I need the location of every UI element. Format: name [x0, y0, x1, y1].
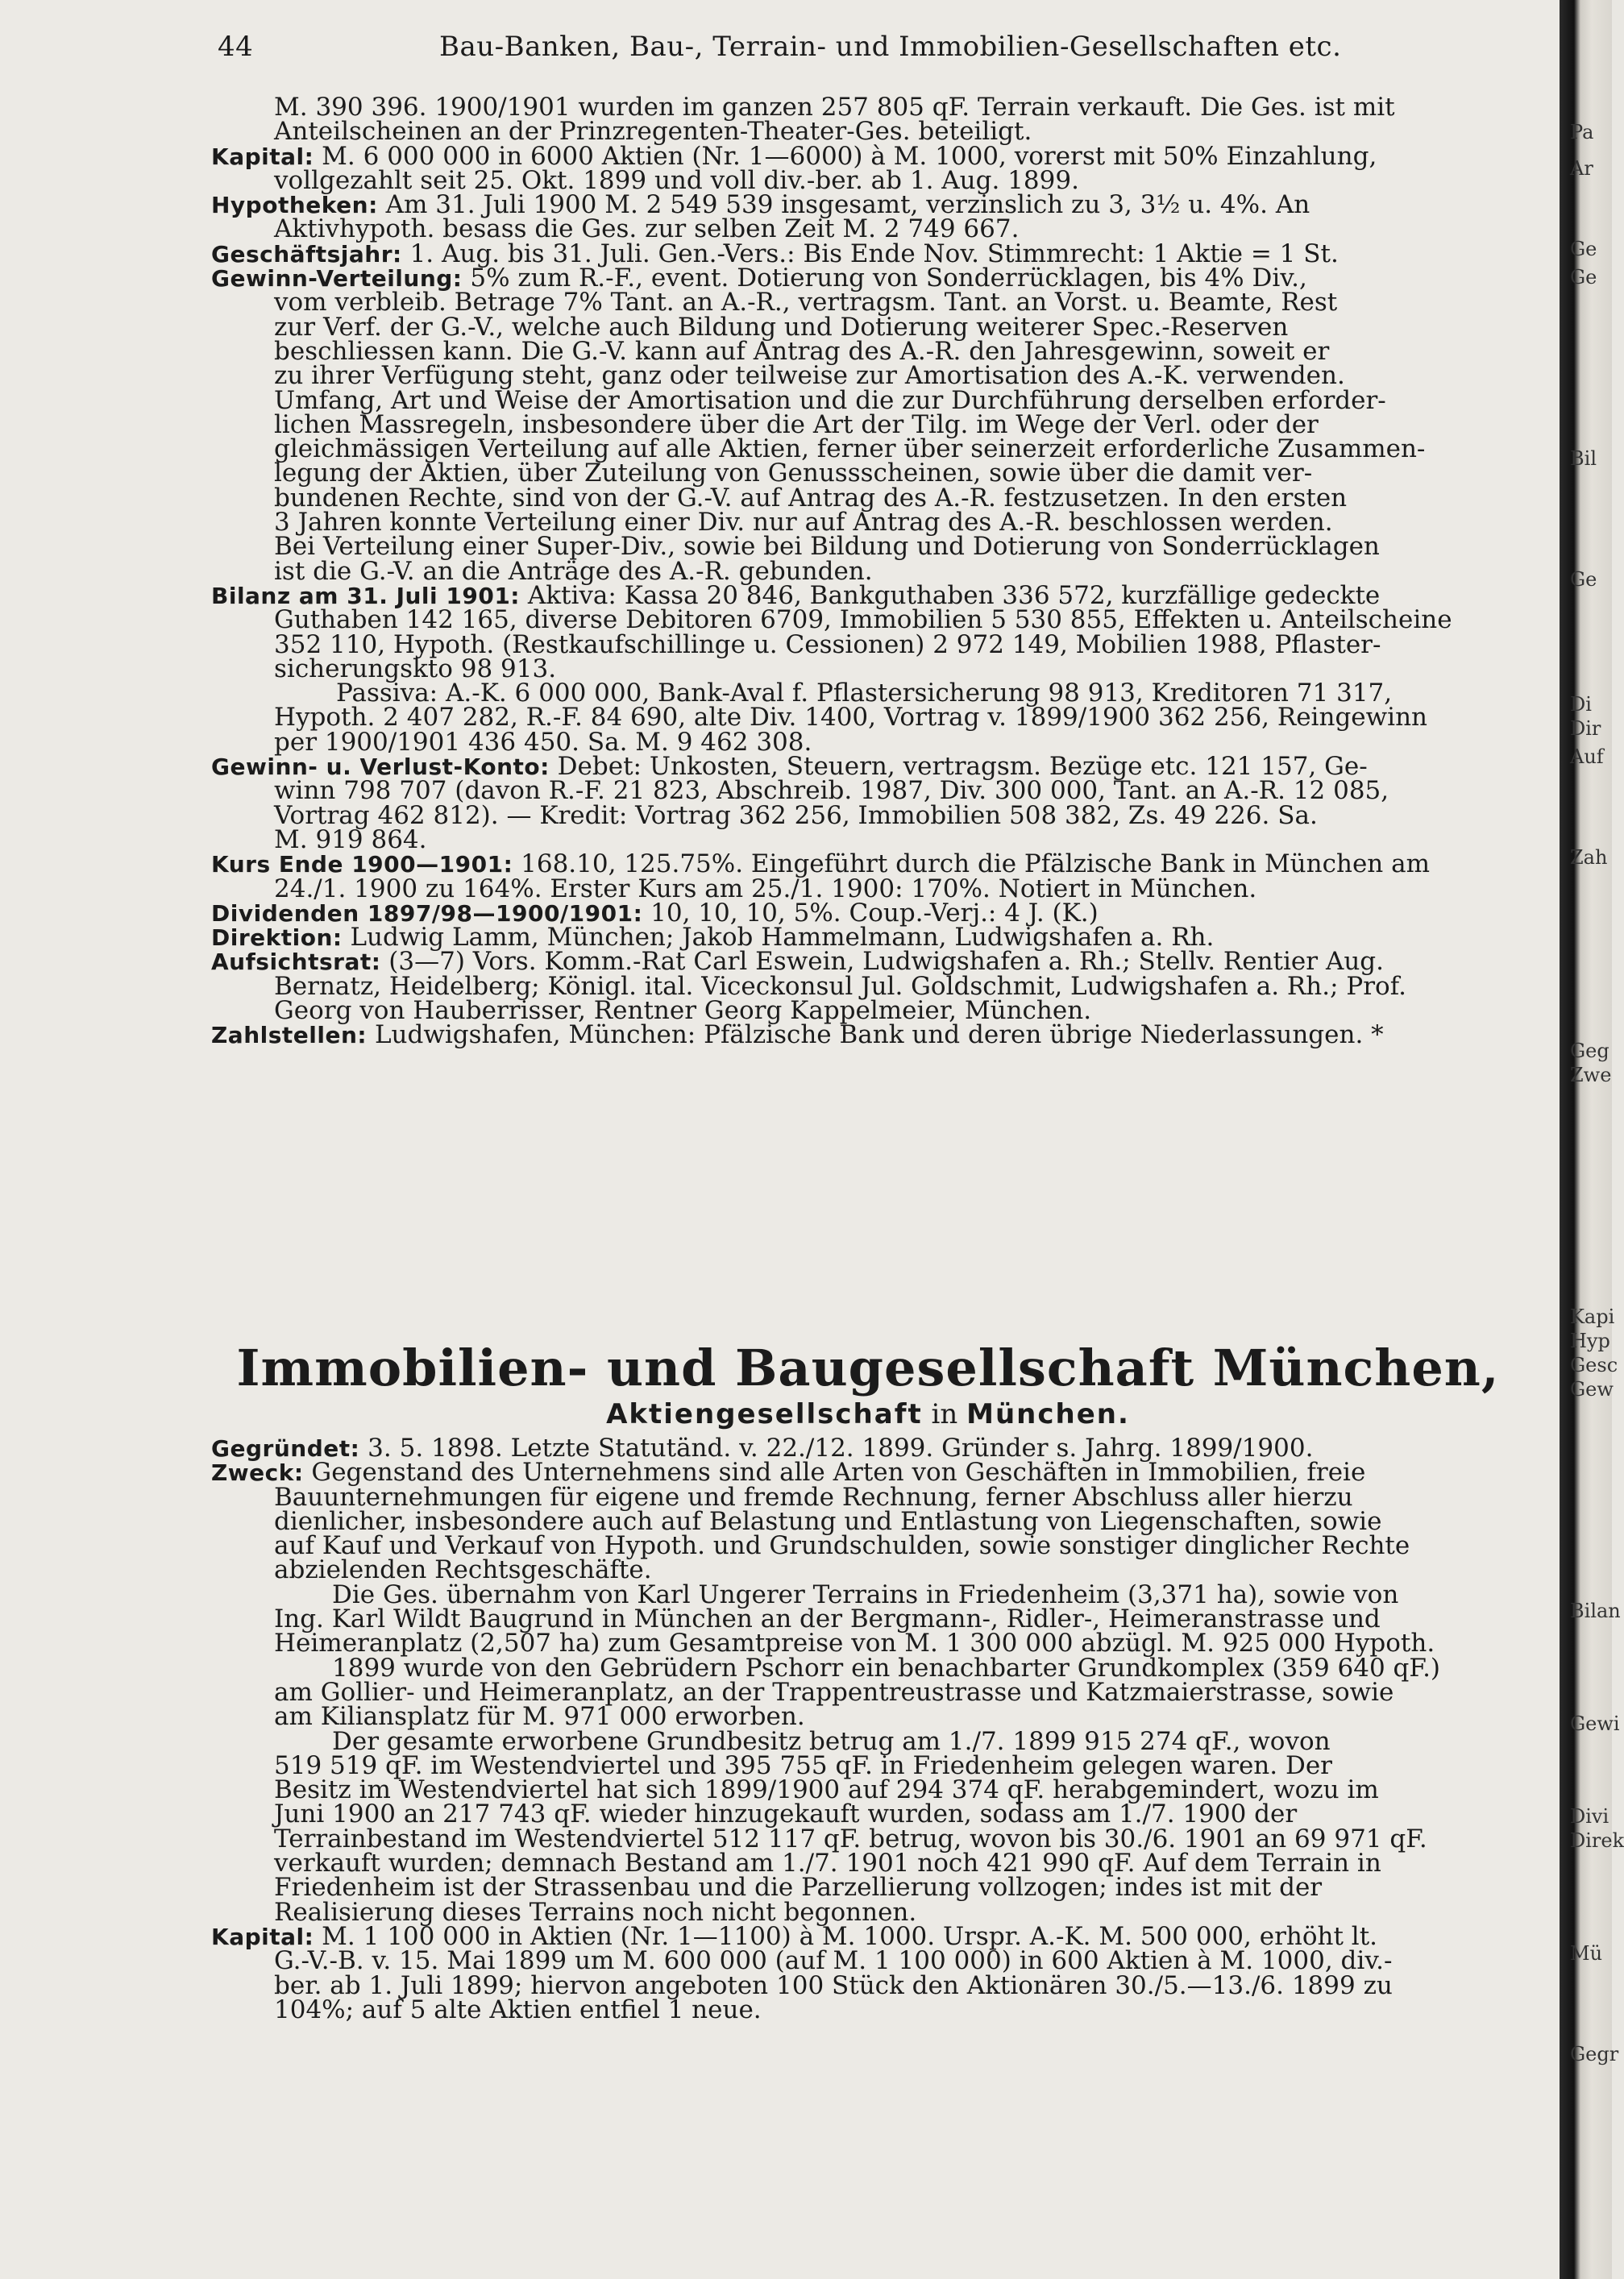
margin-snippet: Pa [1570, 121, 1594, 143]
field-text: Terrainbestand im Westendviertel 512 117 qF. betrug, wovon bis 30./6. 1901 an 69 971 qF. [274, 1824, 1427, 1854]
field-text: Friedenheim ist der Strassenbau und die Parzellierung vollzogen; indes ist mit der [274, 1873, 1323, 1903]
text-line [211, 727, 1525, 757]
field-text: sicherungskto 98 913. [274, 654, 557, 683]
entry-text-section-1 [211, 95, 1525, 1048]
margin-snippet: Dir [1570, 717, 1601, 740]
text-line [211, 1970, 1525, 2000]
margin-snippet: Gewi [1570, 1712, 1620, 1735]
field-text: abzielenden Rechtsgeschäfte. [274, 1555, 652, 1585]
margin-snippet: Ge [1570, 568, 1597, 591]
field-text: Ludwigshafen, München: Pfälzische Bank und deren übrige Niederlassungen. * [367, 1020, 1384, 1050]
margin-snippet: Ge [1570, 266, 1597, 289]
text-line [211, 995, 1525, 1025]
margin-snippet: Mü [1570, 1942, 1603, 1965]
field-label: Dividenden 1897/98—1900/1901: [211, 899, 643, 927]
field-text: Ing. Karl Wildt Baugrund in München an der Bergmann-, Ridler-, Heimeranstrasse und [274, 1604, 1381, 1634]
text-line [211, 776, 1525, 806]
margin-snippet: Auf [1570, 745, 1604, 768]
field-text: Juni 1900 an 217 743 qF. wieder hinzugekauft wurden, sodass am 1./7. 1900 der [274, 1800, 1298, 1829]
text-line [211, 556, 1525, 586]
field-text: Bei Verteilung einer Super-Div., sowie bei Bildung und Dotierung von Sonderrücklagen [274, 532, 1380, 562]
text-line [211, 580, 1525, 610]
field-text: 3. 5. 1898. Letzte Statutänd. v. 22./12. 1899. Gründer s. Jahrg. 1899/1900. [359, 1434, 1314, 1463]
field-text: Passiva: A.-K. 6 000 000, Bank-Aval f. Pflastersicherung 98 913, Kreditoren 71 317, [336, 679, 1393, 708]
text-line [211, 264, 1525, 293]
field-label: Gewinn-Verteilung: [211, 265, 463, 293]
margin-snippet: Geg [1570, 1040, 1609, 1062]
facing-page-margin [1564, 0, 1624, 2279]
text-line [211, 679, 1525, 708]
field-text: zur Verf. der G.-V., welche auch Bildung und Dotierung weiterer Spec.-Reserven [274, 312, 1289, 342]
field-text: Debet: Unkosten, Steuern, vertragsm. Bezüge etc. 121 157, Ge- [549, 752, 1368, 782]
text-line [211, 703, 1525, 733]
field-text: dienlicher, insbesondere auch auf Belastung und Entlastung von Liegenschaften, sowie [274, 1506, 1382, 1536]
field-text: 104%; auf 5 alte Aktien entfiel 1 neue. [274, 1995, 762, 2024]
page-number: 44 [218, 31, 254, 63]
text-line [211, 752, 1525, 782]
margin-snippet: Zah [1570, 846, 1608, 869]
text-line [211, 1921, 1525, 1951]
text-line [211, 190, 1525, 220]
text-line [211, 1800, 1525, 1829]
field-text: winn 798 707 (davon R.-F. 21 823, Abschreib. 1987, Div. 300 000, Tant. an A.-R. 12 085, [274, 776, 1389, 806]
field-text: Hypoth. 2 407 282, R.-F. 84 690, alte Div. 1400, Vortrag v. 1899/1900 362 256, Reingewinn [274, 703, 1428, 733]
field-text: Umfang, Art und Weise der Amortisation und die zur Durchführung derselben erforder- [274, 385, 1386, 415]
text-line [211, 1995, 1525, 2024]
field-label: Kapital: [211, 143, 314, 170]
field-text: Bauunternehmungen für eigene und fremde Rechnung, ferner Abschluss aller hierzu [274, 1482, 1353, 1512]
text-line [211, 336, 1525, 366]
field-text: (3—7) Vors. Komm.-Rat Carl Eswein, Ludwigshafen a. Rh.; Stellv. Rentier Aug. [380, 947, 1384, 977]
field-text: Vortrag 462 812). — Kredit: Vortrag 362 256, Immobilien 508 382, Zs. 49 226. Sa. [274, 800, 1318, 830]
field-text: 168.10, 125.75%. Eingeführt durch die Pfälzische Bank in München am [513, 849, 1430, 879]
text-line [211, 288, 1525, 318]
field-text: Am 31. Juli 1900 M. 2 549 539 insgesamt, verzinslich zu 3, 3½ u. 4%. An [377, 190, 1310, 220]
field-text: M. 390 396. 1900/1901 wurden im ganzen 257 805 qF. Terrain verkauft. Die Ges. ist mit [274, 93, 1395, 122]
field-text: Bernatz, Heidelberg; Königl. ital. Viceckonsul Jul. Goldschmit, Ludwigshafen a. Rh.; Prof. [274, 971, 1406, 1001]
field-text: 1. Aug. bis 31. Juli. Gen.-Vers.: Bis Ende Nov. Stimmrecht: 1 Aktie = 1 St. [401, 239, 1339, 268]
text-line [211, 385, 1525, 415]
field-text: 3 Jahren konnte Verteilung einer Div. nur auf Antrag des A.-R. beschlossen werden. [274, 508, 1333, 538]
field-text: legung der Aktien, über Zuteilung von Genussscheinen, sowie über die damit ver- [274, 459, 1313, 488]
field-text: Die Ges. übernahm von Karl Ungerer Terrains in Friedenheim (3,371 ha), sowie von [332, 1580, 1399, 1609]
field-text: ber. ab 1. Juli 1899; hiervon angeboten 100 Stück den Aktionären 30./5.—13./6. 1899 zu [274, 1970, 1393, 2000]
text-line [211, 1629, 1525, 1658]
text-line [211, 629, 1525, 659]
field-text: Georg von Hauberrisser, Rentner Georg Kappelmeier, München. [274, 995, 1092, 1025]
field-text: auf Kauf und Verkauf von Hypoth. und Grundschulden, sowie sonstiger dinglicher Rechte [274, 1531, 1410, 1561]
text-line [211, 1849, 1525, 1878]
field-label: Direktion: [211, 924, 343, 952]
text-line [211, 1555, 1525, 1585]
text-line [211, 849, 1525, 879]
field-text: 24./1. 1900 zu 164%. Erster Kurs am 25./1. 1900: 170%. Notiert in München. [274, 874, 1257, 903]
field-text: Guthaben 142 165, diverse Debitoren 6709, Immobilien 5 530 855, Effekten u. Anteilscheine [274, 605, 1452, 635]
text-line [211, 1020, 1525, 1050]
text-line [211, 239, 1525, 268]
field-label: Aufsichtsrat: [211, 949, 381, 976]
margin-snippet: Hyp [1570, 1330, 1610, 1352]
text-line [211, 214, 1525, 244]
text-line [211, 459, 1525, 488]
text-line [211, 1434, 1525, 1463]
field-text: 352 110, Hypoth. (Restkaufschillinge u. Cessionen) 2 972 149, Mobilien 1988, Pflaster- [274, 629, 1381, 659]
text-line [211, 1506, 1525, 1536]
text-line [211, 117, 1525, 147]
field-text: verkauft wurden; demnach Bestand am 1./7. 1901 noch 421 990 qF. Auf dem Terrain in [274, 1849, 1381, 1878]
margin-snippet: Direk [1570, 1829, 1624, 1852]
margin-snippet: Kapi [1570, 1306, 1615, 1328]
field-label: Kapital: [211, 1923, 314, 1950]
company-title: Immobilien- und Baugesellschaft München, [236, 1339, 1500, 1397]
field-text: M. 1 100 000 in Aktien (Nr. 1—1100) à M. 1000. Urspr. A.-K. M. 500 000, erhöht lt. [314, 1921, 1378, 1951]
margin-snippet: Zwe [1570, 1064, 1612, 1086]
field-text: 519 519 qF. im Westendviertel und 395 755 qF. in Friedenheim gelegen waren. Der [274, 1750, 1333, 1780]
field-text: per 1900/1901 436 450. Sa. M. 9 462 308. [274, 727, 812, 757]
text-line [211, 874, 1525, 903]
text-line [211, 1726, 1525, 1756]
text-line [211, 1873, 1525, 1903]
field-text: 5% zum R.-F., event. Dotierung von Sonderrücklagen, bis 4% Div., [462, 264, 1307, 293]
field-text: 10, 10, 10, 5%. Coup.-Verj.: 4 J. (K.) [642, 898, 1099, 928]
text-line [211, 434, 1525, 464]
field-text: M. 919 864. [274, 824, 427, 854]
field-text: 1899 wurde von den Gebrüdern Pschorr ein benachbarter Grundkomplex (359 640 qF.) [332, 1653, 1441, 1683]
text-line [211, 1653, 1525, 1683]
field-text: Gegenstand des Unternehmens sind alle Arten von Geschäften in Immobilien, freie [303, 1458, 1366, 1488]
field-label: Kurs Ende 1900—1901: [211, 851, 513, 878]
field-text: G.-V.-B. v. 15. Mai 1899 um M. 600 000 (auf M. 1 100 000) in 600 Aktien à M. 1000, div.- [274, 1946, 1393, 1976]
text-line [211, 1775, 1525, 1805]
text-line [211, 1897, 1525, 1927]
field-text: bundenen Rechte, sind von der G.-V. auf Antrag des A.-R. festzusetzen. In den ersten [274, 483, 1348, 513]
field-text: Ludwig Lamm, München; Jakob Hammelmann, Ludwigshafen a. Rh. [342, 923, 1215, 953]
text-line [211, 1702, 1525, 1732]
field-text: beschliessen kann. Die G.-V. kann auf Antrag des A.-R. den Jahresgewinn, soweit er [274, 336, 1330, 366]
margin-snippet: Ar [1570, 157, 1593, 180]
margin-snippet: Gegr [1570, 2043, 1619, 2065]
subtitle-mid: in [922, 1398, 967, 1430]
field-text: Heimeranplatz (2,507 ha) zum Gesamtpreise von M. 1 300 000 abzügl. M. 925 000 Hypoth. [274, 1629, 1435, 1658]
margin-snippet: Gesc [1570, 1354, 1618, 1376]
text-line [211, 1677, 1525, 1707]
text-line [211, 1946, 1525, 1976]
text-line [211, 361, 1525, 391]
field-label: Geschäftsjahr: [211, 240, 402, 268]
field-text: Anteilscheinen an der Prinzregenten-Theater-Ges. beteiligt. [274, 117, 1032, 147]
field-text: Besitz im Westendviertel hat sich 1899/1900 auf 294 374 qF. herabgemindert, wozu im [274, 1775, 1379, 1805]
field-text: Aktivhypoth. besass die Ges. zur selben Zeit M. 2 749 667. [274, 214, 1020, 244]
page-header [218, 31, 1370, 71]
margin-snippet: Bil [1570, 447, 1597, 470]
margin-snippet: Di [1570, 693, 1592, 716]
margin-snippet: Ge [1570, 238, 1597, 260]
text-line [211, 409, 1525, 439]
field-text: vollgezahlt seit 25. Okt. 1899 und voll div.-ber. ab 1. Aug. 1899. [274, 165, 1079, 195]
text-line [211, 508, 1525, 538]
running-title: Bau-Banken, Bau-, Terrain- und Immobilien-Gesellschaften etc. [439, 31, 1342, 63]
text-line [211, 1458, 1525, 1488]
field-text: am Kiliansplatz für M. 971 000 erworben. [274, 1702, 805, 1732]
text-line [211, 1604, 1525, 1634]
text-line [211, 824, 1525, 854]
field-text: gleichmässigen Verteilung auf alle Aktien, ferner über seinerzeit erforderliche Zusammen- [274, 434, 1426, 464]
entry-text-section-2 [211, 1436, 1525, 2022]
text-line [211, 1824, 1525, 1854]
field-label: Zahlstellen: [211, 1022, 368, 1049]
field-text: zu ihrer Verfügung steht, ganz oder teilweise zur Amortisation des A.-K. verwenden. [274, 361, 1345, 391]
field-label: Gegründet: [211, 1435, 360, 1462]
text-line [211, 93, 1525, 122]
field-text: am Gollier- und Heimeranplatz, an der Trappentreustrasse und Katzmaierstrasse, sowie [274, 1677, 1394, 1707]
text-line [211, 1482, 1525, 1512]
text-line [211, 141, 1525, 171]
field-text: vom verbleib. Betrage 7% Tant. an A.-R., vertragsm. Tant. an Vorst. u. Beamte, Rest [274, 288, 1338, 318]
field-text: ist die G.-V. an die Anträge des A.-R. gebunden. [274, 556, 873, 586]
field-text: Realisierung dieses Terrains noch nicht begonnen. [274, 1897, 917, 1927]
text-line [211, 654, 1525, 683]
company-subtitle [211, 1397, 1525, 1432]
text-line [211, 971, 1525, 1001]
text-line [211, 898, 1525, 928]
field-label: Bilanz am 31. Juli 1901: [211, 582, 520, 609]
field-label: Gewinn- u. Verlust-Konto: [211, 753, 550, 781]
text-line [211, 1531, 1525, 1561]
field-label: Hypotheken: [211, 192, 378, 219]
subtitle-bold: Aktiengesellschaft [606, 1398, 923, 1430]
field-label: Zweck: [211, 1459, 304, 1487]
text-line [211, 800, 1525, 830]
field-text: lichen Massregeln, insbesondere über die Art der Tilg. im Wege der Verl. oder der [274, 409, 1319, 439]
text-line [211, 605, 1525, 635]
field-text: Aktiva: Kassa 20 846, Bankguthaben 336 572, kurzfällige gedeckte [520, 580, 1381, 610]
field-text: M. 6 000 000 in 6000 Aktien (Nr. 1—6000) à M. 1000, vorerst mit 50% Einzahlung, [314, 141, 1377, 171]
margin-snippet: Divi [1570, 1805, 1609, 1828]
text-line [211, 947, 1525, 977]
margin-snippet: Gew [1570, 1378, 1614, 1401]
text-line [211, 312, 1525, 342]
text-line [211, 532, 1525, 562]
text-line [211, 165, 1525, 195]
text-line [211, 1580, 1525, 1609]
text-line [211, 1750, 1525, 1780]
field-text: Der gesamte erworbene Grundbesitz betrug am 1./7. 1899 915 274 qF., wovon [332, 1726, 1331, 1756]
subtitle-city: München. [966, 1398, 1130, 1430]
margin-snippet: Bilan [1570, 1600, 1621, 1622]
text-line [211, 923, 1525, 953]
text-line [211, 483, 1525, 513]
